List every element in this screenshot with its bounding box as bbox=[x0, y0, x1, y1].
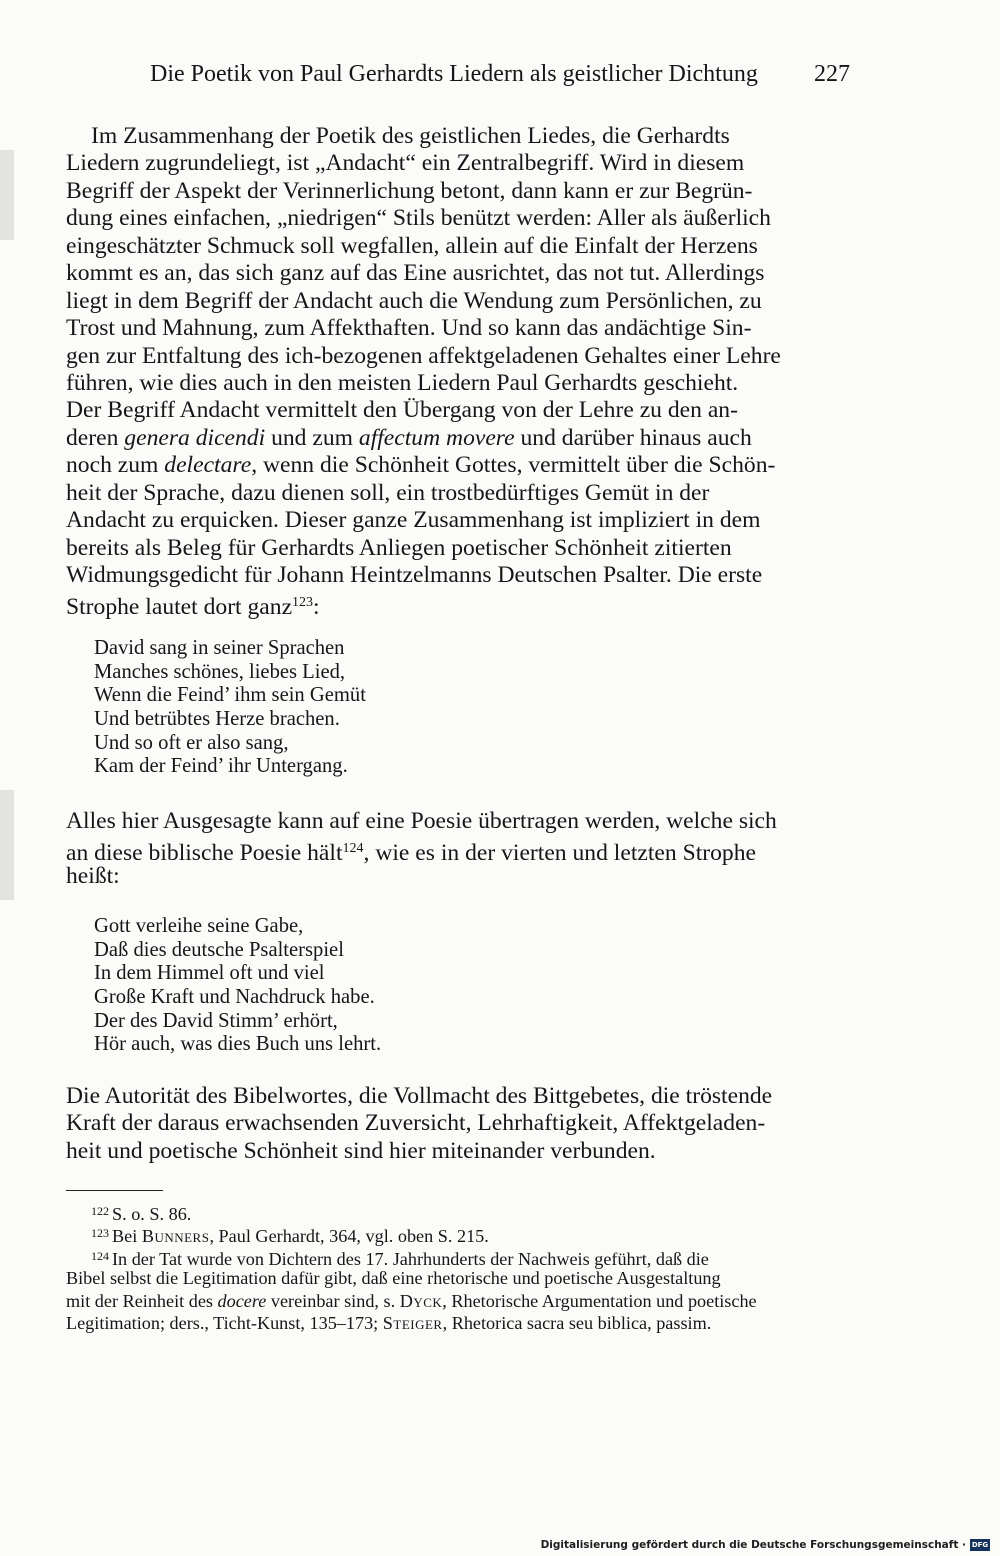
text-line: heißt: bbox=[66, 862, 120, 889]
footnote-123 bbox=[66, 1222, 849, 1247]
text-line: bereits als Beleg für Gerhardts Anliegen poetischer Schönheit zitierten bbox=[66, 534, 732, 561]
credit-text: Digitalisierung gefördert durch die Deutsche Forschungsgemeinschaft · bbox=[540, 1539, 966, 1551]
text-run: an diese biblische Poesie hält bbox=[66, 840, 343, 867]
author-name: Dyck bbox=[399, 1290, 443, 1311]
text-line: Alles hier Ausgesagte kann auf eine Poesie übertragen werden, welche sich bbox=[66, 808, 777, 834]
text-run: und darüber hinaus auch bbox=[514, 424, 752, 451]
scan-edge-mark bbox=[0, 790, 14, 900]
footnote-divider bbox=[66, 1190, 163, 1191]
italic-term: affectum movere bbox=[358, 424, 515, 451]
footnote-text: , Paul Gerhardt, 364, vgl. oben S. 215. bbox=[209, 1226, 489, 1247]
text-line: Die Autorität des Bibelwortes, die Vollmacht des Bittgebetes, die tröstende bbox=[66, 1083, 773, 1109]
footnotes bbox=[66, 1200, 849, 1334]
verse-line: Manches schönes, liebes Lied, bbox=[94, 660, 346, 683]
verse-line: Gott verleihe seine Gabe, bbox=[94, 915, 304, 937]
verse-stanza-1 bbox=[94, 637, 594, 779]
text-run: , wenn die Schönheit Gottes, vermittelt über die Schön- bbox=[251, 452, 776, 479]
verse-line: Und so oft er also sang, bbox=[94, 731, 289, 754]
footnote-number: 124 bbox=[91, 1248, 109, 1263]
text-line: führen, wie dies auch in den meisten Liedern Paul Gerhardts geschieht. bbox=[66, 369, 739, 396]
verse-line: Daß dies deutsche Psalterspiel bbox=[94, 938, 344, 961]
verse-stanza-2 bbox=[94, 915, 594, 1057]
text-line bbox=[66, 452, 849, 479]
footnote-text: , Rhetorische Argumentation und poetische bbox=[442, 1290, 757, 1311]
text-run: noch zum bbox=[66, 452, 165, 479]
text-line: heit und poetische Schönheit sind hier miteinander verbunden. bbox=[66, 1137, 656, 1164]
page-number: 227 bbox=[814, 61, 850, 87]
footnote-122 bbox=[66, 1200, 849, 1222]
text-line bbox=[66, 425, 849, 452]
footnote-number: 122 bbox=[91, 1204, 109, 1218]
footnote-number: 123 bbox=[91, 1226, 109, 1241]
footnote-text: , Rhetorica sacra seu biblica, passim. bbox=[442, 1312, 712, 1333]
paragraph-3 bbox=[66, 1083, 849, 1165]
digitization-credit bbox=[541, 1537, 990, 1553]
footnote-124-line bbox=[66, 1312, 849, 1334]
footnote-text: In der Tat wurde von Dichtern des 17. Jahrhunderts der Nachweis geführt, daß die bbox=[112, 1248, 709, 1269]
running-head bbox=[150, 55, 850, 95]
text-line: heit der Sprache, dazu dienen soll, ein trostbedürftiges Gemüt in der bbox=[66, 479, 710, 506]
text-line: Andacht zu erquicken. Dieser ganze Zusammenhang ist impliziert in dem bbox=[66, 507, 761, 534]
verse-line: Und betrübtes Herze brachen. bbox=[94, 708, 340, 731]
text-run: : bbox=[313, 594, 320, 621]
verse-line: Große Kraft und Nachdruck habe. bbox=[94, 986, 375, 1009]
text-line: Trost und Mahnung, zum Affekthaften. Und so kann das andächtige Sin- bbox=[66, 315, 752, 342]
text-line: dung eines einfachen, „niedrigen“ Stils benützt werden: Aller als äußerlich bbox=[66, 205, 771, 232]
italic-term: genera dicendi bbox=[124, 424, 266, 451]
footnote-124-line: Bibel selbst die Legitimation dafür gibt, daß eine rhetorische und poetische Ausgestaltung bbox=[66, 1268, 721, 1289]
footnote-text: S. o. S. 86. bbox=[112, 1204, 192, 1224]
footnote-124-line bbox=[66, 1290, 849, 1312]
italic-term: docere bbox=[217, 1290, 267, 1311]
text-line: eingeschätzter Schmuck soll wegfallen, allein auf die Einfalt der Herzens bbox=[66, 232, 758, 259]
verse-line: Kam der Feind’ ihr Untergang. bbox=[94, 755, 348, 778]
footnote-124-line bbox=[66, 1245, 849, 1267]
paragraph-2 bbox=[66, 808, 849, 890]
footnote-ref-124[interactable]: 124 bbox=[342, 841, 364, 857]
text-line: Der Begriff Andacht vermittelt den Übergang von der Lehre zu den an- bbox=[66, 397, 738, 424]
text-line: Kraft der daraus erwachsenden Zuversicht, Lehrhaftigkeit, Affektgeladen- bbox=[66, 1110, 766, 1137]
text-line: kommt es an, das sich ganz auf das Eine ausrichtet, das not tut. Allerdings bbox=[66, 260, 765, 287]
text-run: , wie es in der vierten und letzten Strophe bbox=[363, 840, 756, 867]
verse-line: Hör auch, was dies Buch uns lehrt. bbox=[94, 1033, 382, 1056]
text-line bbox=[66, 835, 849, 867]
paragraph-1 bbox=[66, 123, 849, 621]
footnote-text: Bei bbox=[112, 1226, 142, 1247]
author-name: Steiger bbox=[382, 1312, 443, 1333]
dfg-logo-icon: DFG bbox=[971, 1541, 989, 1549]
verse-line: David sang in seiner Sprachen bbox=[94, 637, 345, 659]
text-line bbox=[66, 589, 849, 621]
footnote-text: vereinbar sind, s. bbox=[266, 1290, 400, 1311]
text-run: deren bbox=[66, 424, 125, 451]
verse-line: Der des David Stimm’ erhört, bbox=[94, 1009, 338, 1032]
text-line: Widmungsgedicht für Johann Heintzelmanns Deutschen Psalter. Die erste bbox=[66, 562, 763, 588]
text-line: Im Zusammenhang der Poetik des geistlichen Liedes, die Gerhardts bbox=[91, 123, 730, 149]
footnote-ref-123[interactable]: 123 bbox=[292, 595, 314, 611]
author-name: Bunners bbox=[141, 1226, 210, 1247]
text-line: Liedern zugrundeliegt, ist „Andacht“ ein Zentralbegriff. Wird in diesem bbox=[66, 150, 745, 177]
footnote-text: Legitimation; ders., Ticht-Kunst, 135–173; bbox=[66, 1312, 383, 1333]
running-title: Die Poetik von Paul Gerhardts Liedern als geistlicher Dichtung bbox=[150, 61, 758, 87]
italic-term: delectare bbox=[164, 452, 252, 479]
text-line: liegt in dem Begriff der Andacht auch die Wendung zum Persönlichen, zu bbox=[66, 287, 762, 314]
verse-line: Wenn die Feind’ ihm sein Gemüt bbox=[94, 684, 366, 707]
text-run: und zum bbox=[265, 424, 359, 451]
verse-line: In dem Himmel oft und viel bbox=[94, 962, 325, 985]
text-line: gen zur Entfaltung des ich-bezogenen affektgeladenen Gehaltes einer Lehre bbox=[66, 342, 781, 369]
text-run: Strophe lautet dort ganz bbox=[66, 594, 293, 621]
scan-edge-mark bbox=[0, 150, 14, 240]
text-line: Begriff der Aspekt der Verinnerlichung betont, dann kann er zur Begrün- bbox=[66, 177, 753, 204]
footnote-text: mit der Reinheit des bbox=[66, 1290, 218, 1311]
